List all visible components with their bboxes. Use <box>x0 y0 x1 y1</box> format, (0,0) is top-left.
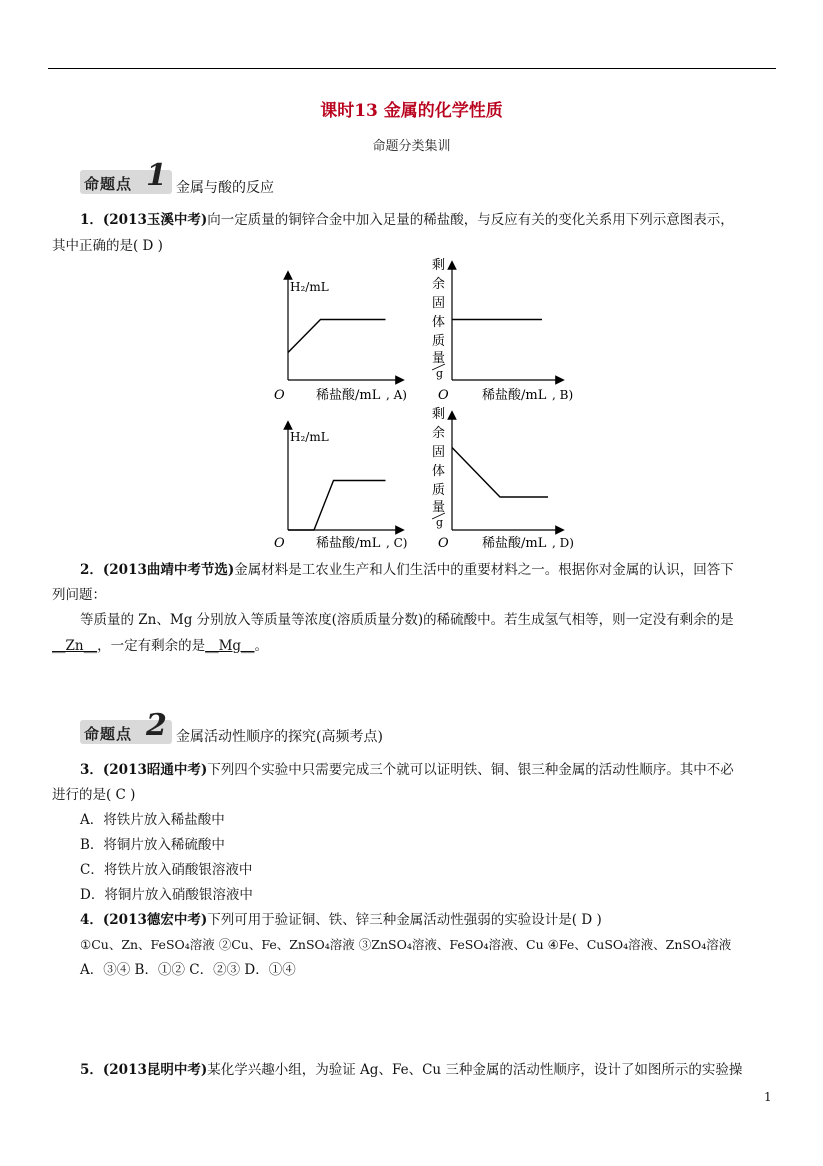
graph-d-xlabel: 稀盐酸/mL <box>482 536 547 551</box>
svg-text:剩: 剩 <box>432 258 446 273</box>
section-badge-1 <box>80 158 172 194</box>
question-3 <box>80 760 734 780</box>
badge-number: 1 <box>146 158 167 193</box>
q2-text: 金属材料是工农业生产和人们生活中的重要材料之一。根据你对金属的认识，回答下 <box>234 562 734 578</box>
q5-source: (2013昆明中考) <box>102 1062 208 1078</box>
graph-a-origin: O <box>274 388 285 403</box>
q2-blank1: __Zn__ <box>52 638 98 654</box>
q1-line2: 其中正确的是( D ) <box>52 238 163 254</box>
q1-source: (2013玉溪中考) <box>102 212 208 228</box>
svg-text:质: 质 <box>432 334 446 349</box>
graph-a-label: , A) <box>386 388 407 402</box>
section-heading-1: 金属与酸的反应 <box>176 180 274 196</box>
q1-graphs <box>250 255 590 560</box>
svg-text:剩: 剩 <box>432 407 446 422</box>
q3-option-c: C．将铁片放入硝酸银溶液中 <box>80 862 253 878</box>
graph-b-ylabel <box>432 258 445 380</box>
q4-text: 下列可用于验证铜、铁、锌三种金属活动性强弱的实验设计是( D ) <box>207 912 602 928</box>
q1-number: 1． <box>80 212 103 228</box>
graph-c-xlabel: 稀盐酸/mL <box>316 536 381 551</box>
graph-d-line <box>452 448 548 498</box>
graph-a-line <box>288 320 386 353</box>
graph-d-ylabel <box>432 407 445 529</box>
graph-a-xlabel: 稀盐酸/mL <box>316 388 381 403</box>
page-number: 1 <box>764 1090 772 1104</box>
graph-c-ylabel: H₂/mL <box>290 430 329 444</box>
q3-option-a: A．将铁片放入稀盐酸中 <box>80 812 225 828</box>
graph-d-origin: O <box>438 536 449 551</box>
question-1 <box>80 210 734 230</box>
q5-text: 某化学兴趣小组，为验证 Ag、Fe、Cu 三种金属的活动性顺序，设计了如图所示的实验操 <box>207 1062 743 1078</box>
q4-number: 4． <box>80 912 103 928</box>
graph-d <box>432 407 574 551</box>
svg-text:余: 余 <box>432 277 446 292</box>
question-2 <box>80 560 734 580</box>
page-subtitle: 命题分类集训 <box>372 139 451 154</box>
q3-text: 下列四个实验中只需要完成三个就可以证明铁、铜、银三种金属的活动性顺序。其中不必 <box>207 762 734 778</box>
graph-c-line <box>288 481 386 531</box>
q4-line2: ①Cu、Zn、FeSO₄溶液 ②Cu、Fe、ZnSO₄溶液 ③ZnSO₄溶液、FeSO₄溶液、Cu ④Fe、CuSO₄溶液、ZnSO₄溶液 <box>80 937 732 952</box>
section-heading-2: 金属活动性顺序的探究(高频考点) <box>176 729 383 745</box>
q3-option-d: D．将铜片放入硝酸银溶液中 <box>80 887 253 903</box>
q2-blank2: __Mg__ <box>205 638 255 654</box>
q4-source: (2013德宏中考) <box>102 912 208 928</box>
graph-b-origin: O <box>438 388 449 403</box>
svg-text:体: 体 <box>432 315 446 330</box>
q2-source: (2013曲靖中考节选) <box>102 562 235 578</box>
q3-option-b: B．将铜片放入稀硫酸中 <box>80 837 225 853</box>
q2-number: 2． <box>80 562 103 578</box>
graph-c-label: , C) <box>386 536 408 550</box>
graph-b-xlabel: 稀盐酸/mL <box>482 388 547 403</box>
q2-line4: __Zn__，一定有剩余的是__Mg__。 <box>52 638 269 654</box>
q2-line3: 等质量的 Zn、Mg 分别放入等质量等浓度(溶质质量分数)的稀硫酸中。若生成氢气相等，则一定没有剩余的是 <box>80 612 734 628</box>
svg-text:固: 固 <box>432 296 446 311</box>
question-4 <box>80 910 602 930</box>
svg-text:g: g <box>436 516 444 529</box>
badge-number: 2 <box>146 708 167 743</box>
q3-source: (2013昭通中考) <box>102 762 208 778</box>
svg-text:量: 量 <box>432 500 446 515</box>
question-5 <box>80 1060 742 1080</box>
svg-text:余: 余 <box>432 426 446 441</box>
svg-text:质: 质 <box>432 483 446 498</box>
page-title: 课时13 金属的化学性质 <box>320 101 503 121</box>
graph-b-label: , B) <box>552 388 574 402</box>
svg-text:量: 量 <box>432 351 446 366</box>
q4-line3: A．③④ B．①② C．②③ D．①④ <box>80 962 296 978</box>
graph-a-ylabel: H₂/mL <box>290 280 329 294</box>
svg-text:固: 固 <box>432 445 446 460</box>
section-badge-2 <box>80 708 172 744</box>
svg-text:g: g <box>436 367 444 380</box>
q3-number: 3． <box>80 762 103 778</box>
q2-line2: 列问题： <box>52 587 106 603</box>
badge-text: 命题点 <box>84 725 133 743</box>
graph-b <box>432 258 573 403</box>
graph-c <box>274 425 408 551</box>
graph-d-label: , D) <box>552 536 574 550</box>
svg-text:体: 体 <box>432 464 446 479</box>
graph-c-origin: O <box>274 536 285 551</box>
q1-text: 向一定质量的铜锌合金中加入足量的稀盐酸，与反应有关的变化关系用下列示意图表示， <box>207 212 734 228</box>
graph-a <box>274 275 407 403</box>
badge-text: 命题点 <box>84 175 133 193</box>
q3-line2: 进行的是( C ) <box>52 787 136 803</box>
header-rule <box>48 68 776 69</box>
q5-number: 5． <box>80 1062 103 1078</box>
